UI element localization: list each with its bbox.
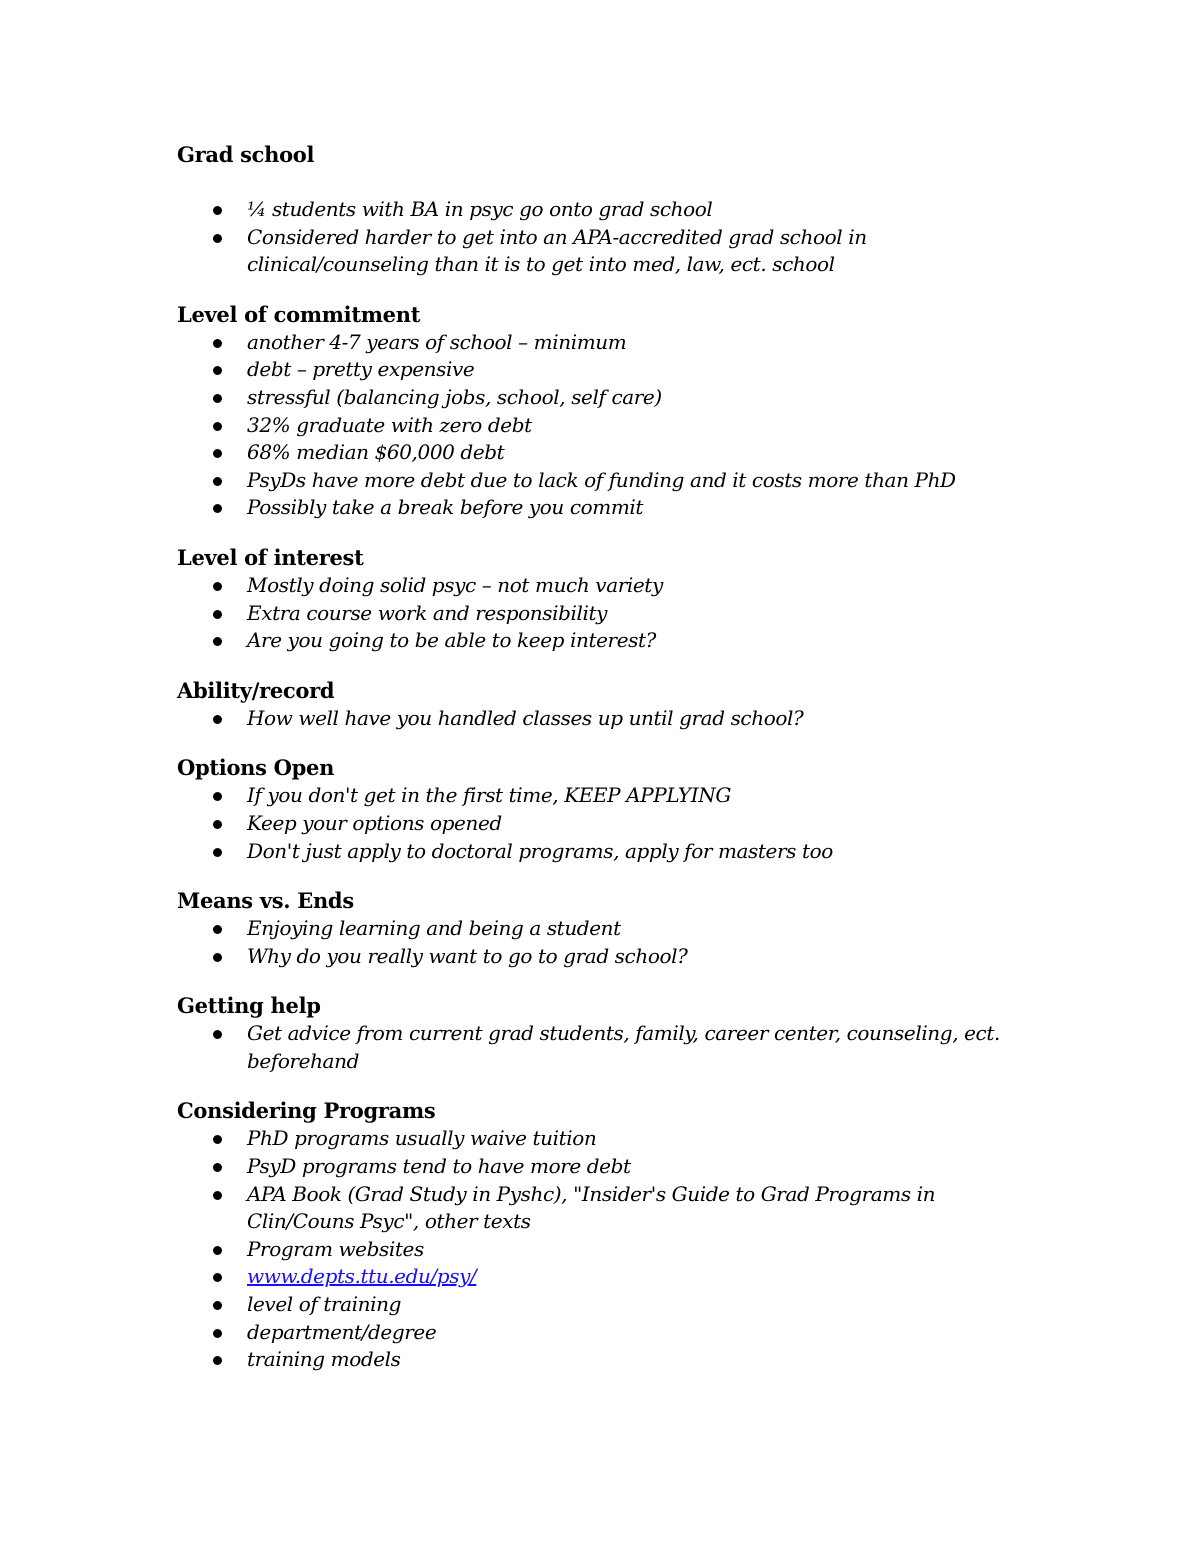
section-options-open bbox=[177, 754, 1037, 865]
list-item-text: Get advice from current grad students, family, career center, counseling, ect. beforehand bbox=[247, 1021, 1000, 1073]
list-item-text: PsyD programs tend to have more debt bbox=[247, 1154, 631, 1179]
bullet-icon bbox=[213, 610, 222, 619]
list-item-text: another 4-7 years of school – minimum bbox=[247, 329, 627, 354]
list-item bbox=[177, 196, 1037, 224]
list-item bbox=[177, 782, 1037, 810]
bullet-icon bbox=[213, 925, 222, 934]
list-item-text: Considered harder to get into an APA-accredited grad school in clinical/counseling than it is to get into med, law, ect. school bbox=[247, 224, 867, 277]
bullet-icon bbox=[213, 422, 222, 431]
document-body bbox=[177, 141, 1037, 1396]
list-item-text: ¼ students with BA in psyc go onto grad school bbox=[247, 197, 713, 221]
bullet-list bbox=[177, 915, 1037, 970]
list-item bbox=[177, 329, 1037, 357]
bullet-icon bbox=[213, 234, 222, 243]
list-item-text: PhD programs usually waive tuition bbox=[247, 1126, 597, 1151]
bullet-icon bbox=[213, 449, 222, 458]
list-item bbox=[177, 915, 1037, 943]
list-item-text: stressful (balancing jobs, school, self care) bbox=[247, 384, 662, 409]
list-item bbox=[177, 224, 1037, 279]
program-website-link[interactable]: www.depts.ttu.edu/psy/ bbox=[247, 1264, 477, 1289]
list-item-text: 32% graduate with zero debt bbox=[247, 412, 532, 437]
bullet-list bbox=[177, 705, 1037, 733]
bullet-list bbox=[177, 329, 1037, 522]
list-item-text: Possibly take a break before you commit bbox=[247, 495, 644, 520]
bullet-icon bbox=[213, 1030, 222, 1039]
list-item-text: training models bbox=[247, 1347, 401, 1372]
bullet-list bbox=[177, 1125, 1037, 1373]
bullet-icon bbox=[213, 206, 222, 215]
list-item bbox=[177, 1125, 1037, 1153]
list-item bbox=[177, 1319, 1037, 1347]
bullet-list bbox=[177, 782, 1037, 865]
section-level-of-interest bbox=[177, 544, 1037, 655]
list-item bbox=[177, 1236, 1037, 1264]
list-item-text: Don't just apply to doctoral programs, apply for masters too bbox=[247, 838, 833, 863]
list-item-text: Are you going to be able to keep interest? bbox=[247, 628, 656, 653]
bullet-icon bbox=[213, 1135, 222, 1144]
list-item bbox=[177, 384, 1037, 412]
section-heading: Grad school bbox=[177, 142, 315, 167]
list-item bbox=[177, 412, 1037, 440]
section-heading: Ability/record bbox=[177, 677, 335, 703]
section-level-of-commitment bbox=[177, 301, 1037, 522]
list-item bbox=[177, 627, 1037, 655]
list-item bbox=[177, 467, 1037, 495]
bullet-icon bbox=[213, 1191, 222, 1200]
list-item bbox=[177, 1153, 1037, 1181]
list-item-text: Enjoying learning and being a student bbox=[247, 916, 621, 941]
section-heading: Considering Programs bbox=[177, 1098, 436, 1124]
section-heading: Means vs. Ends bbox=[177, 888, 354, 914]
section-means-vs-ends bbox=[177, 887, 1037, 970]
list-item bbox=[177, 1263, 1037, 1291]
bullet-icon bbox=[213, 366, 222, 375]
bullet-icon bbox=[213, 394, 222, 403]
bullet-icon bbox=[213, 953, 222, 962]
list-item bbox=[177, 439, 1037, 467]
list-item-text: APA Book (Grad Study in Pyshc), "Insider's Guide to Grad Programs in Clin/Couns Psyc", other texts bbox=[247, 1181, 936, 1234]
list-item-text: PsyDs have more debt due to lack of funding and it costs more than PhD bbox=[247, 467, 956, 492]
section-heading: Getting help bbox=[177, 993, 321, 1019]
section-getting-help bbox=[177, 992, 1037, 1075]
list-item bbox=[177, 705, 1037, 733]
bullet-icon bbox=[213, 504, 222, 513]
bullet-icon bbox=[213, 1356, 222, 1365]
bullet-icon bbox=[213, 1329, 222, 1338]
bullet-list bbox=[177, 1020, 1037, 1075]
section-heading: Level of commitment bbox=[177, 301, 421, 327]
section-heading: Level of interest bbox=[177, 544, 364, 570]
list-item-text: Extra course work and responsibility bbox=[247, 600, 608, 625]
list-item bbox=[177, 356, 1037, 384]
list-item-text: Mostly doing solid psyc – not much variety bbox=[247, 572, 663, 597]
bullet-icon bbox=[213, 582, 222, 591]
bullet-icon bbox=[213, 1273, 222, 1282]
list-item-text: Program websites bbox=[247, 1236, 424, 1261]
section-considering-programs bbox=[177, 1097, 1037, 1373]
bullet-icon bbox=[213, 477, 222, 486]
list-item bbox=[177, 572, 1037, 600]
bullet-icon bbox=[213, 848, 222, 857]
bullet-list bbox=[177, 572, 1037, 655]
bullet-icon bbox=[213, 1163, 222, 1172]
bullet-icon bbox=[213, 792, 222, 801]
bullet-icon bbox=[213, 715, 222, 724]
list-item bbox=[177, 838, 1037, 866]
list-item-text: department/degree bbox=[247, 1319, 437, 1344]
list-item-text: debt – pretty expensive bbox=[247, 357, 475, 382]
list-item bbox=[177, 1291, 1037, 1319]
list-item bbox=[177, 943, 1037, 971]
list-item bbox=[177, 1346, 1037, 1374]
list-item bbox=[177, 810, 1037, 838]
list-item bbox=[177, 1020, 1037, 1075]
list-item bbox=[177, 1181, 1037, 1236]
list-item-text: 68% median $60,000 debt bbox=[247, 440, 505, 465]
list-item-text: If you don't get in the first time, KEEP APPLYING bbox=[247, 783, 731, 808]
bullet-icon bbox=[213, 820, 222, 829]
list-item-text: level of training bbox=[247, 1292, 402, 1317]
section-ability-record bbox=[177, 677, 1037, 733]
list-item bbox=[177, 494, 1037, 522]
bullet-icon bbox=[213, 1301, 222, 1310]
list-item-text: How well have you handled classes up until grad school? bbox=[247, 705, 804, 730]
list-item bbox=[177, 600, 1037, 628]
section-heading: Options Open bbox=[177, 755, 335, 781]
list-item-text: Why do you really want to go to grad school? bbox=[247, 943, 688, 968]
bullet-list bbox=[177, 196, 1037, 279]
list-item-text: Keep your options opened bbox=[247, 810, 502, 835]
bullet-icon bbox=[213, 1246, 222, 1255]
bullet-icon bbox=[213, 637, 222, 646]
bullet-icon bbox=[213, 339, 222, 348]
section-grad-school bbox=[177, 141, 1037, 279]
